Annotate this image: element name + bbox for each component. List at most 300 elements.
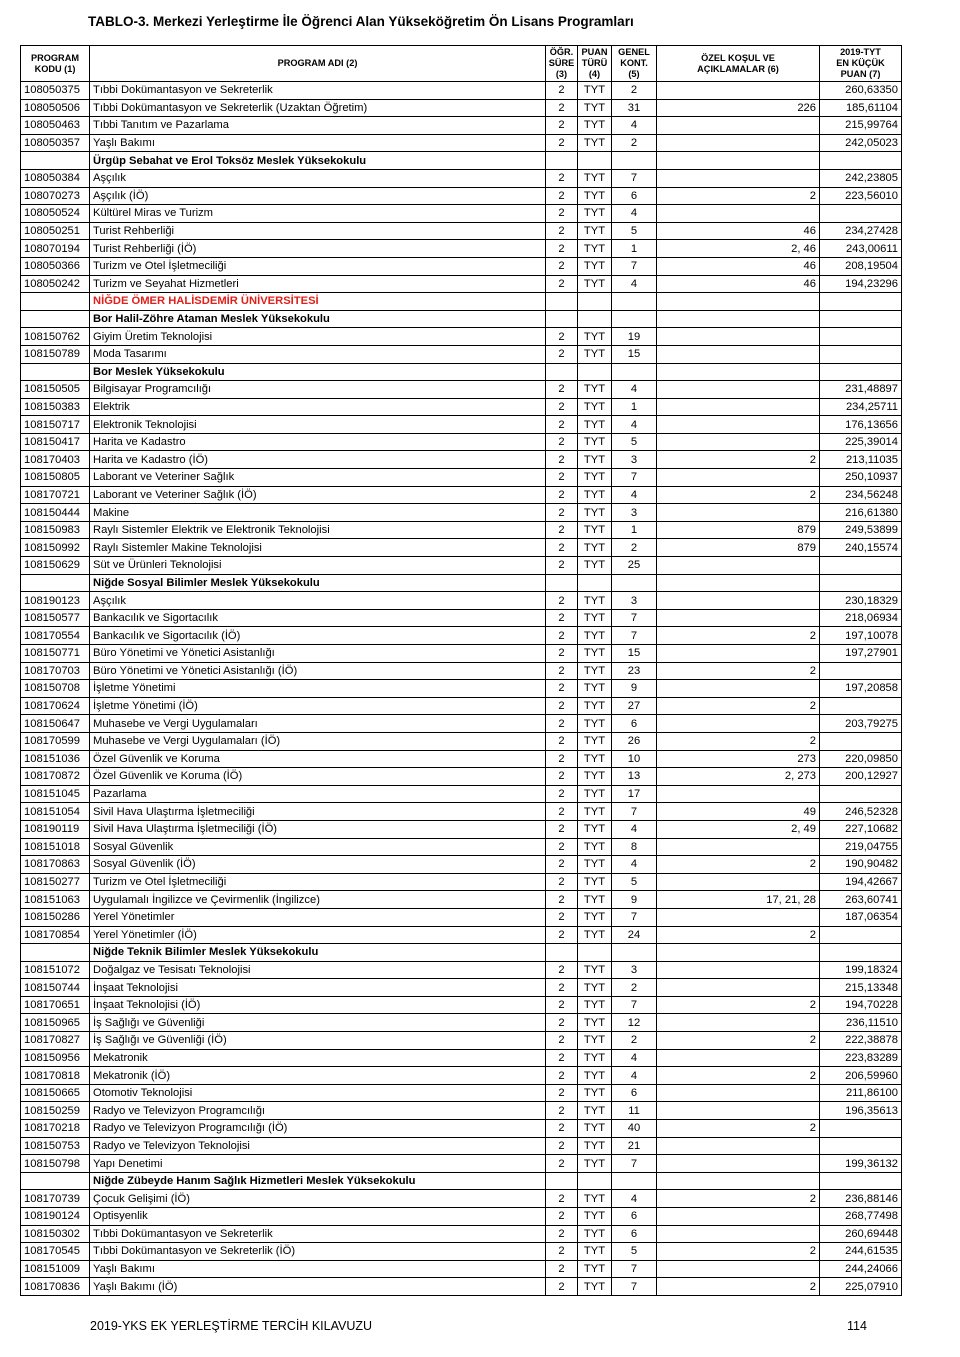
table-row <box>21 187 902 205</box>
cell-name: Radyo ve Televizyon Programcılığı (İÖ) <box>90 1120 546 1138</box>
cell-ozel <box>657 715 820 733</box>
cell-kont: 7 <box>612 1278 657 1296</box>
table-row <box>21 856 902 874</box>
cell-name: Aşçılık <box>90 592 546 610</box>
cell-kont: 7 <box>612 1260 657 1278</box>
cell-name: Tıbbi Dokümantasyon ve Sekreterlik <box>90 82 546 100</box>
cell-kont: 31 <box>612 99 657 117</box>
cell-ozel <box>657 169 820 187</box>
cell-min <box>820 785 902 803</box>
cell-sure: 2 <box>546 1260 578 1278</box>
cell-kont: 6 <box>612 1208 657 1226</box>
cell-name: İşletme Yönetimi <box>90 680 546 698</box>
cell-name: Harita ve Kadastro <box>90 433 546 451</box>
cell-code: 108050463 <box>21 117 90 135</box>
cell-name: Turizm ve Otel İşletmeciliği <box>90 257 546 275</box>
cell-min: 197,20858 <box>820 680 902 698</box>
cell-code: 108170554 <box>21 627 90 645</box>
cell-kont: 4 <box>612 856 657 874</box>
cell-min: 246,52328 <box>820 803 902 821</box>
cell-code: 108151072 <box>21 961 90 979</box>
school-name: Niğde Sosyal Bilimler Meslek Yüksekokulu <box>90 574 546 592</box>
cell-sure: 2 <box>546 398 578 416</box>
cell-kont: 6 <box>612 715 657 733</box>
cell-puan: TYT <box>578 381 612 399</box>
cell-name: Tıbbi Dokümantasyon ve Sekreterlik (Uzaktan Öğretim) <box>90 99 546 117</box>
cell-kont: 5 <box>612 1243 657 1261</box>
cell-code: 108170818 <box>21 1067 90 1085</box>
cell-kont: 2 <box>612 1032 657 1050</box>
cell-code: 108170545 <box>21 1243 90 1261</box>
cell-puan: TYT <box>578 1084 612 1102</box>
table-row <box>21 1049 902 1067</box>
cell-min: 194,23296 <box>820 275 902 293</box>
cell-puan: TYT <box>578 469 612 487</box>
cell-kont: 5 <box>612 873 657 891</box>
cell-min: 203,79275 <box>820 715 902 733</box>
cell-ozel: 2 <box>657 1243 820 1261</box>
cell-puan: TYT <box>578 1208 612 1226</box>
cell-sure: 2 <box>546 504 578 522</box>
cell-code: 108050357 <box>21 134 90 152</box>
cell-min: 200,12927 <box>820 768 902 786</box>
table-row <box>21 838 902 856</box>
table-row <box>21 715 902 733</box>
cell-sure: 2 <box>546 1208 578 1226</box>
table-row <box>21 539 902 557</box>
cell-puan: TYT <box>578 1120 612 1138</box>
cell-code: 108050242 <box>21 275 90 293</box>
cell-min: 227,10682 <box>820 820 902 838</box>
empty-cell <box>546 363 578 381</box>
cell-sure: 2 <box>546 838 578 856</box>
empty-cell <box>657 310 820 328</box>
empty-cell <box>546 944 578 962</box>
cell-min: 240,15574 <box>820 539 902 557</box>
cell-code: 108050524 <box>21 205 90 223</box>
cell-name: Tıbbi Dokümantasyon ve Sekreterlik (İÖ) <box>90 1243 546 1261</box>
cell-min: 222,38878 <box>820 1032 902 1050</box>
cell-min <box>820 732 902 750</box>
cell-min <box>820 345 902 363</box>
cell-puan: TYT <box>578 257 612 275</box>
empty-cell <box>820 574 902 592</box>
cell-code: 108050366 <box>21 257 90 275</box>
empty-cell <box>21 310 90 328</box>
cell-kont: 19 <box>612 328 657 346</box>
empty-cell <box>612 574 657 592</box>
empty-cell <box>657 1172 820 1190</box>
cell-ozel <box>657 961 820 979</box>
cell-ozel: 2 <box>657 996 820 1014</box>
cell-name: Bilgisayar Programcılığı <box>90 381 546 399</box>
cell-puan: TYT <box>578 645 612 663</box>
cell-ozel <box>657 645 820 663</box>
cell-sure: 2 <box>546 1278 578 1296</box>
university-row <box>21 293 902 311</box>
cell-code: 108151063 <box>21 891 90 909</box>
table-row <box>21 645 902 663</box>
table-row <box>21 82 902 100</box>
cell-min: 242,05023 <box>820 134 902 152</box>
table-row <box>21 961 902 979</box>
cell-puan: TYT <box>578 785 612 803</box>
cell-code: 108170599 <box>21 732 90 750</box>
cell-sure: 2 <box>546 627 578 645</box>
cell-kont: 7 <box>612 257 657 275</box>
programs-table <box>20 45 902 1296</box>
cell-puan: TYT <box>578 345 612 363</box>
cell-puan: TYT <box>578 1190 612 1208</box>
cell-name: Sosyal Güvenlik (İÖ) <box>90 856 546 874</box>
cell-ozel: 2 <box>657 486 820 504</box>
cell-kont: 2 <box>612 82 657 100</box>
cell-puan: TYT <box>578 169 612 187</box>
cell-code: 108150286 <box>21 908 90 926</box>
cell-puan: TYT <box>578 1049 612 1067</box>
cell-ozel <box>657 398 820 416</box>
cell-min: 197,10078 <box>820 627 902 645</box>
cell-kont: 2 <box>612 979 657 997</box>
cell-ozel <box>657 416 820 434</box>
cell-min: 206,59960 <box>820 1067 902 1085</box>
cell-ozel: 2, 46 <box>657 240 820 258</box>
cell-min: 234,56248 <box>820 486 902 504</box>
header-code <box>21 46 90 82</box>
cell-puan: TYT <box>578 750 612 768</box>
cell-code: 108050384 <box>21 169 90 187</box>
cell-ozel <box>657 609 820 627</box>
cell-name: Yaşlı Bakımı <box>90 134 546 152</box>
cell-ozel <box>657 592 820 610</box>
header-puan <box>578 46 612 82</box>
cell-code: 108190124 <box>21 1208 90 1226</box>
cell-min: 242,23805 <box>820 169 902 187</box>
cell-puan: TYT <box>578 627 612 645</box>
cell-puan: TYT <box>578 99 612 117</box>
table-row <box>21 627 902 645</box>
cell-min: 187,06354 <box>820 908 902 926</box>
cell-name: Sosyal Güvenlik <box>90 838 546 856</box>
cell-min: 244,24066 <box>820 1260 902 1278</box>
cell-sure: 2 <box>546 486 578 504</box>
empty-cell <box>612 1172 657 1190</box>
cell-sure: 2 <box>546 1067 578 1085</box>
cell-code: 108150259 <box>21 1102 90 1120</box>
cell-puan: TYT <box>578 1067 612 1085</box>
empty-cell <box>546 1172 578 1190</box>
table-row <box>21 1190 902 1208</box>
cell-name: Moda Tasarımı <box>90 345 546 363</box>
cell-min: 225,39014 <box>820 433 902 451</box>
empty-cell <box>657 152 820 170</box>
cell-ozel <box>657 381 820 399</box>
cell-name: İnşaat Teknolojisi <box>90 979 546 997</box>
cell-puan: TYT <box>578 504 612 522</box>
cell-puan: TYT <box>578 908 612 926</box>
cell-sure: 2 <box>546 697 578 715</box>
cell-kont: 7 <box>612 469 657 487</box>
cell-kont: 4 <box>612 275 657 293</box>
cell-kont: 13 <box>612 768 657 786</box>
cell-min <box>820 557 902 575</box>
cell-code: 108150629 <box>21 557 90 575</box>
cell-name: Bankacılık ve Sigortacılık (İÖ) <box>90 627 546 645</box>
table-row <box>21 1278 902 1296</box>
section-row <box>21 1172 902 1190</box>
cell-kont: 25 <box>612 557 657 575</box>
cell-name: Yapı Denetimi <box>90 1155 546 1173</box>
cell-kont: 3 <box>612 961 657 979</box>
cell-sure: 2 <box>546 996 578 1014</box>
table-title: TABLO-3. Merkezi Yerleştirme İle Öğrenci Alan Yükseköğretim Ön Lisans Programları <box>88 14 634 29</box>
cell-sure: 2 <box>546 908 578 926</box>
header-sure-line: SÜRE <box>548 58 575 68</box>
school-name: Niğde Zübeyde Hanım Sağlık Hizmetleri Meslek Yüksekokulu <box>90 1172 546 1190</box>
cell-name: Aşçılık <box>90 169 546 187</box>
cell-puan: TYT <box>578 732 612 750</box>
cell-puan: TYT <box>578 82 612 100</box>
cell-ozel <box>657 82 820 100</box>
cell-sure: 2 <box>546 873 578 891</box>
cell-kont: 4 <box>612 1190 657 1208</box>
cell-name: Laborant ve Veteriner Sağlık (İÖ) <box>90 486 546 504</box>
cell-name: Tıbbi Dokümantasyon ve Sekreterlik <box>90 1225 546 1243</box>
cell-ozel: 2 <box>657 451 820 469</box>
cell-sure: 2 <box>546 768 578 786</box>
cell-name: İş Sağlığı ve Güvenliği (İÖ) <box>90 1032 546 1050</box>
cell-sure: 2 <box>546 117 578 135</box>
cell-sure: 2 <box>546 803 578 821</box>
cell-puan: TYT <box>578 1032 612 1050</box>
empty-cell <box>21 574 90 592</box>
cell-code: 108150302 <box>21 1225 90 1243</box>
cell-ozel: 2 <box>657 1190 820 1208</box>
cell-name: Mekatronik (İÖ) <box>90 1067 546 1085</box>
cell-name: Turist Rehberliği <box>90 222 546 240</box>
table-row <box>21 134 902 152</box>
table-row <box>21 169 902 187</box>
header-ozel-line: ÖZEL KOŞUL VE <box>701 52 775 63</box>
cell-code: 108150771 <box>21 645 90 663</box>
cell-puan: TYT <box>578 539 612 557</box>
cell-min: 260,69448 <box>820 1225 902 1243</box>
cell-puan: TYT <box>578 609 612 627</box>
table-row <box>21 750 902 768</box>
cell-ozel <box>657 1102 820 1120</box>
cell-name: Tıbbi Tanıtım ve Pazarlama <box>90 117 546 135</box>
cell-puan: TYT <box>578 557 612 575</box>
cell-code: 108150956 <box>21 1049 90 1067</box>
cell-kont: 26 <box>612 732 657 750</box>
cell-kont: 6 <box>612 1225 657 1243</box>
cell-kont: 7 <box>612 1155 657 1173</box>
header-min <box>820 46 902 82</box>
table-row <box>21 398 902 416</box>
cell-puan: TYT <box>578 187 612 205</box>
cell-sure: 2 <box>546 856 578 874</box>
cell-min: 263,60741 <box>820 891 902 909</box>
cell-min: 185,61104 <box>820 99 902 117</box>
header-sure <box>546 46 578 82</box>
header-puan-line: (4) <box>588 69 601 79</box>
cell-min: 197,27901 <box>820 645 902 663</box>
school-name: Niğde Teknik Bilimler Meslek Yüksekokulu <box>90 944 546 962</box>
cell-puan: TYT <box>578 134 612 152</box>
cell-puan: TYT <box>578 891 612 909</box>
cell-kont: 1 <box>612 521 657 539</box>
cell-ozel: 49 <box>657 803 820 821</box>
cell-puan: TYT <box>578 222 612 240</box>
cell-sure: 2 <box>546 469 578 487</box>
cell-kont: 11 <box>612 1102 657 1120</box>
cell-sure: 2 <box>546 1155 578 1173</box>
cell-puan: TYT <box>578 117 612 135</box>
cell-code: 108151009 <box>21 1260 90 1278</box>
cell-ozel <box>657 1014 820 1032</box>
cell-code: 108170703 <box>21 662 90 680</box>
cell-name: İş Sağlığı ve Güvenliği <box>90 1014 546 1032</box>
cell-min: 208,19504 <box>820 257 902 275</box>
cell-name: Raylı Sistemler Elektrik ve Elektronik Teknolojisi <box>90 521 546 539</box>
cell-ozel: 2 <box>657 187 820 205</box>
cell-ozel <box>657 205 820 223</box>
cell-ozel: 17, 21, 28 <box>657 891 820 909</box>
cell-kont: 4 <box>612 117 657 135</box>
cell-kont: 4 <box>612 205 657 223</box>
cell-name: Yerel Yönetimler <box>90 908 546 926</box>
cell-name: Makine <box>90 504 546 522</box>
cell-sure: 2 <box>546 1014 578 1032</box>
table-row <box>21 820 902 838</box>
table-row <box>21 1137 902 1155</box>
table-row <box>21 240 902 258</box>
cell-code: 108170836 <box>21 1278 90 1296</box>
cell-min: 225,07910 <box>820 1278 902 1296</box>
cell-code: 108150708 <box>21 680 90 698</box>
cell-sure: 2 <box>546 609 578 627</box>
table-row <box>21 1120 902 1138</box>
cell-puan: TYT <box>578 398 612 416</box>
cell-code: 108170651 <box>21 996 90 1014</box>
cell-puan: TYT <box>578 961 612 979</box>
table-row <box>21 433 902 451</box>
page-number: 114 <box>847 1319 867 1333</box>
cell-name: Turizm ve Otel İşletmeciliği <box>90 873 546 891</box>
cell-sure: 2 <box>546 521 578 539</box>
school-name: Bor Halil-Zöhre Ataman Meslek Yüksekokulu <box>90 310 546 328</box>
cell-code: 108150762 <box>21 328 90 346</box>
cell-name: Bankacılık ve Sigortacılık <box>90 609 546 627</box>
table-row <box>21 275 902 293</box>
header-sure-line: ÖĞR. <box>549 47 574 57</box>
cell-sure: 2 <box>546 926 578 944</box>
empty-cell <box>820 1172 902 1190</box>
cell-min: 236,88146 <box>820 1190 902 1208</box>
cell-puan: TYT <box>578 592 612 610</box>
cell-name: Özel Güvenlik ve Koruma <box>90 750 546 768</box>
cell-sure: 2 <box>546 1190 578 1208</box>
cell-kont: 23 <box>612 662 657 680</box>
cell-ozel <box>657 1084 820 1102</box>
table-row <box>21 697 902 715</box>
table-row <box>21 469 902 487</box>
cell-kont: 17 <box>612 785 657 803</box>
cell-kont: 7 <box>612 169 657 187</box>
cell-min: 234,27428 <box>820 222 902 240</box>
cell-sure: 2 <box>546 645 578 663</box>
cell-code: 108170827 <box>21 1032 90 1050</box>
cell-min: 243,00611 <box>820 240 902 258</box>
cell-puan: TYT <box>578 838 612 856</box>
cell-puan: TYT <box>578 328 612 346</box>
cell-ozel <box>657 1137 820 1155</box>
cell-name: Laborant ve Veteriner Sağlık <box>90 469 546 487</box>
cell-puan: TYT <box>578 856 612 874</box>
cell-name: Yaşlı Bakımı (İÖ) <box>90 1278 546 1296</box>
cell-kont: 24 <box>612 926 657 944</box>
cell-kont: 27 <box>612 697 657 715</box>
cell-sure: 2 <box>546 134 578 152</box>
empty-cell <box>612 944 657 962</box>
cell-min: 199,18324 <box>820 961 902 979</box>
cell-puan: TYT <box>578 1243 612 1261</box>
cell-kont: 4 <box>612 381 657 399</box>
cell-name: Radyo ve Televizyon Programcılığı <box>90 1102 546 1120</box>
cell-name: Muhasebe ve Vergi Uygulamaları (İÖ) <box>90 732 546 750</box>
cell-puan: TYT <box>578 1137 612 1155</box>
table-row <box>21 1102 902 1120</box>
cell-ozel <box>657 557 820 575</box>
table-row <box>21 891 902 909</box>
cell-sure: 2 <box>546 592 578 610</box>
cell-code: 108150789 <box>21 345 90 363</box>
cell-sure: 2 <box>546 732 578 750</box>
cell-min: 220,09850 <box>820 750 902 768</box>
cell-min: 231,48897 <box>820 381 902 399</box>
cell-kont: 8 <box>612 838 657 856</box>
section-row <box>21 944 902 962</box>
cell-sure: 2 <box>546 82 578 100</box>
cell-puan: TYT <box>578 240 612 258</box>
cell-min <box>820 1120 902 1138</box>
cell-code: 108151018 <box>21 838 90 856</box>
header-min-line: EN KÜÇÜK <box>836 58 885 68</box>
cell-code: 108151054 <box>21 803 90 821</box>
cell-ozel: 46 <box>657 257 820 275</box>
cell-name: Otomotiv Teknolojisi <box>90 1084 546 1102</box>
cell-min <box>820 205 902 223</box>
cell-code: 108150983 <box>21 521 90 539</box>
cell-sure: 2 <box>546 961 578 979</box>
table-row <box>21 1208 902 1226</box>
cell-puan: TYT <box>578 1225 612 1243</box>
empty-cell <box>657 293 820 311</box>
cell-kont: 6 <box>612 1084 657 1102</box>
cell-ozel: 2, 49 <box>657 820 820 838</box>
cell-kont: 15 <box>612 645 657 663</box>
cell-sure: 2 <box>546 240 578 258</box>
cell-sure: 2 <box>546 979 578 997</box>
table-row <box>21 662 902 680</box>
cell-kont: 2 <box>612 134 657 152</box>
cell-ozel: 2 <box>657 1067 820 1085</box>
cell-puan: TYT <box>578 416 612 434</box>
cell-code: 108150647 <box>21 715 90 733</box>
table-row <box>21 117 902 135</box>
cell-code: 108150417 <box>21 433 90 451</box>
cell-sure: 2 <box>546 750 578 768</box>
